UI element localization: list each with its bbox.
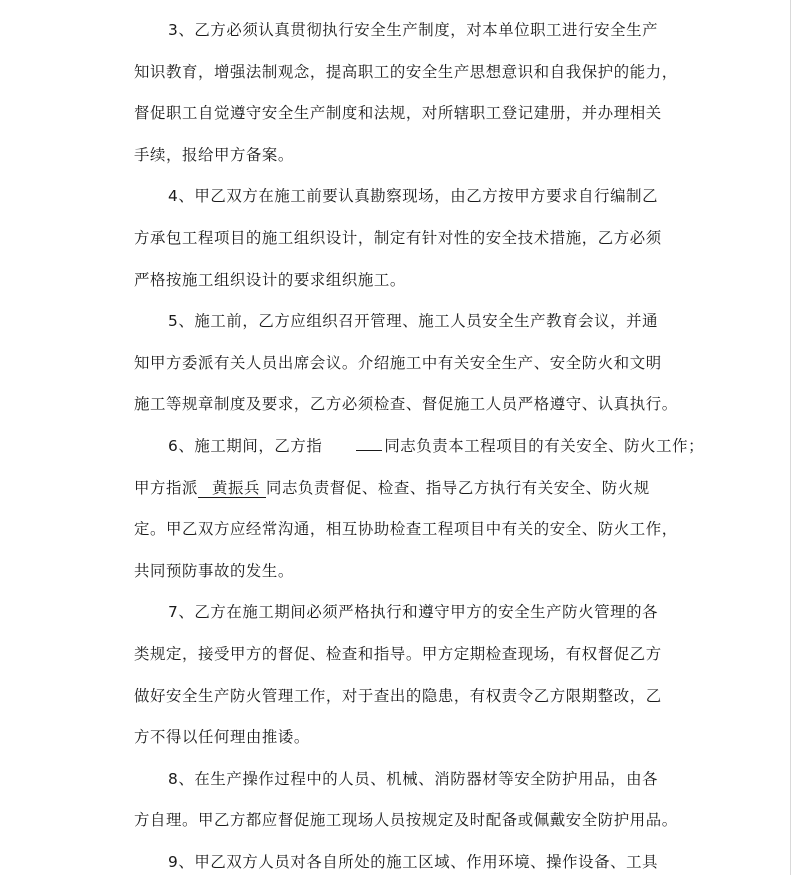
clause-3-line-4: 手续，报给甲方备案。 <box>134 145 294 164</box>
clause-4-line-1: 4、甲乙双方在施工前要认真勘察现场，由乙方按甲方要求自行编制乙 <box>168 187 659 206</box>
clause-7-line-4: 方不得以任何理由推诿。 <box>134 728 310 747</box>
document-body <box>134 10 705 883</box>
clause-8-line-2: 方自理。甲乙方都应督促施工现场人员按规定及时配备或佩戴安全防护用品。 <box>134 811 678 830</box>
clause-6-line-1-start: 6、施工期间，乙方指 <box>168 436 323 455</box>
clause-6-line-3: 定。甲乙双方应经常沟通，相互协助检查工程项目中有关的安全、防火工作， <box>134 520 678 539</box>
clause-7-line-3: 做好安全生产防火管理工作，对于查出的隐患，有权责令乙方限期整改，乙 <box>134 686 662 705</box>
clause-4-line-3: 严格按施工组织设计的要求组织施工。 <box>134 270 406 289</box>
clause-6-line-2-end: 同志负责督促、检查、指导乙方执行有关安全、防火规 <box>265 478 650 497</box>
clause-6-line-2 <box>134 468 674 510</box>
clause-6-line-1 <box>134 426 705 468</box>
blank-underline <box>356 432 382 451</box>
clause-6-line-1-end: 同志负责本工程项目的有关安全、防火工作； <box>384 436 705 455</box>
clause-5-line-3: 施工等规章制度及要求，乙方必须检查、督促施工人员严格遵守、认真执行。 <box>134 395 678 414</box>
clause-7-line-2: 类规定，接受甲方的督促、检查和指导。甲方定期检查现场，有权督促乙方 <box>134 644 662 663</box>
clause-8-line-1: 8、在生产操作过程中的人员、机械、消防器材等安全防护用品，由各 <box>168 769 659 788</box>
clause-9-line-1: 9、甲乙双方人员对各自所处的施工区域、作用环境、操作设备、工具 <box>168 852 659 871</box>
clause-7-line-1: 7、乙方在施工期间必须严格执行和遵守甲方的安全生产防火管理的各 <box>168 603 659 622</box>
clause-3-line-2: 知识教育，增强法制观念，提高职工的安全生产思想意识和自我保护的能力， <box>134 62 678 81</box>
clause-6-line-4: 共同预防事故的发生。 <box>134 561 294 580</box>
clause-5-line-1: 5、施工前，乙方应组织召开管理、施工人员安全生产教育会议，并通 <box>168 312 659 331</box>
clause-3-line-3: 督促职工自觉遵守安全生产制度和法规，对所辖职工登记建册，并办理相关 <box>134 104 662 123</box>
clause-5-line-2: 知甲方委派有关人员出席会议。介绍施工中有关安全生产、安全防火和文明 <box>134 353 662 372</box>
clause-6-line-2-start: 甲方指派 <box>134 478 198 497</box>
clause-3-line-1: 3、乙方必须认真贯彻执行安全生产制度，对本单位职工进行安全生产 <box>168 21 659 39</box>
assigned-person-name: 黄振兵 <box>198 479 266 498</box>
clause-4-line-2: 方承包工程项目的施工组织设计，制定有针对性的安全技术措施，乙方必须 <box>134 228 662 247</box>
